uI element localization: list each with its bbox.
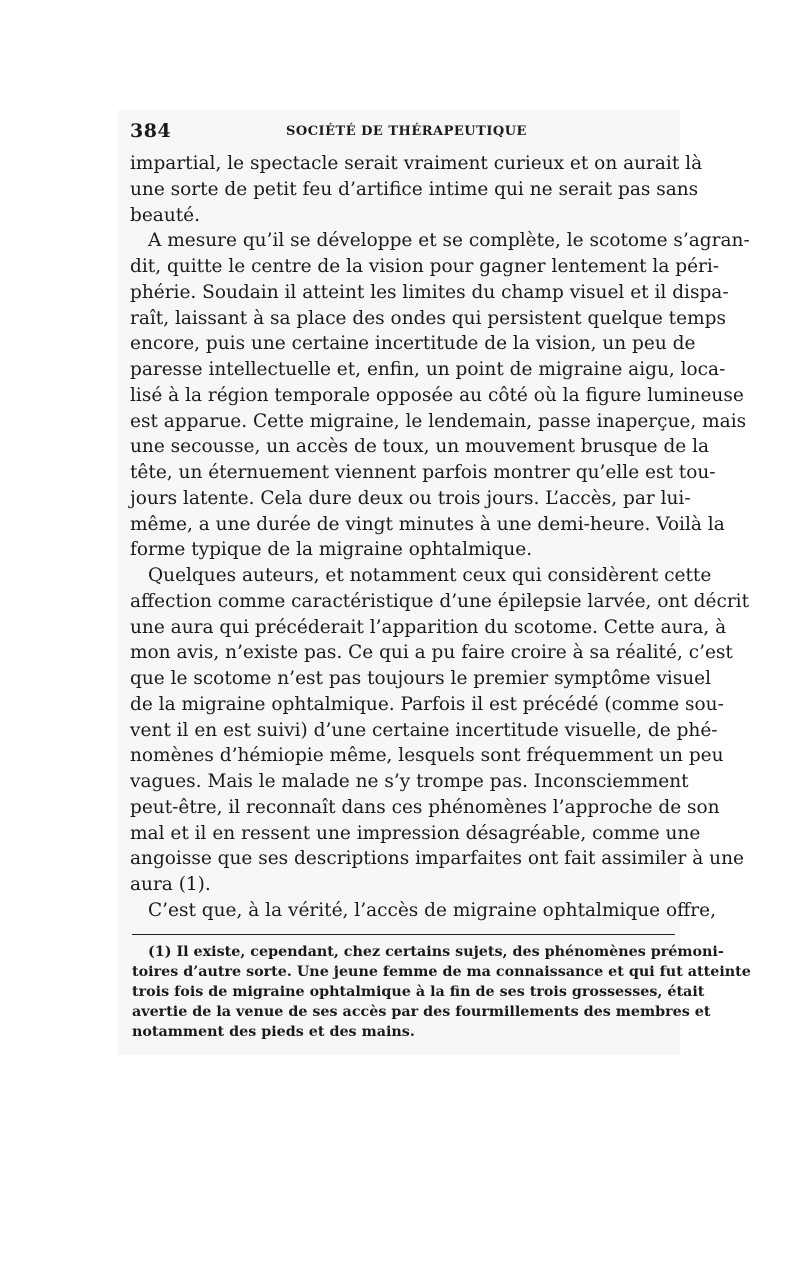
footnote-line: trois fois de migraine ophtalmique à la fin de ses trois grossesses, était: [132, 984, 705, 1001]
footnote-line: toires d’autre sorte. Une jeune femme de ma connaissance et qui fut atteinte: [132, 964, 751, 981]
text-line: affection comme caractéristique d’une épilepsie larvée, ont décrit: [130, 590, 750, 612]
text-line: est apparue. Cette migraine, le lendemain, passe inaperçue, mais: [130, 410, 747, 432]
text-line: peut-être, il reconnaît dans ces phénomènes l’approche de son: [130, 796, 720, 818]
text-line: tête, un éternuement viennent parfois montrer qu’elle est tou-: [130, 462, 716, 483]
text-line: dit, quitte le centre de la vision pour gagner lentement la péri-: [130, 256, 720, 277]
footnote-line: notamment des pieds et des mains.: [132, 1024, 415, 1041]
text-line: nomènes d’hémiopie même, lesquels sont fréquemment un peu: [130, 745, 724, 767]
text-line: raît, laissant à sa place des ondes qui persistent quelque temps: [130, 307, 726, 329]
text-line: forme typique de la migraine ophtalmique.: [130, 539, 533, 561]
text-line: même, a une durée de vingt minutes à une demi-heure. Voilà la: [130, 513, 725, 535]
text-line: mon avis, n’existe pas. Ce qui a pu faire croire à sa réalité, c’est: [130, 642, 733, 664]
text-line: de la migraine ophtalmique. Parfois il est précédé (comme sou-: [130, 693, 724, 715]
text-line: jours latente. Cela dure deux ou trois jours. L’accès, par lui-: [130, 487, 691, 509]
text-line: vent il en est suivi) d’une certaine incertitude visuelle, de phé-: [130, 719, 718, 741]
text-line: vagues. Mais le malade ne s’y trompe pas. Inconsciemment: [130, 771, 689, 792]
text-line: encore, puis une certaine incertitude de la vision, un peu de: [130, 333, 696, 355]
running-title: SOCIÉTÉ DE THÉRAPEUTIQUE: [286, 124, 527, 139]
text-line: aura (1).: [130, 874, 211, 895]
footnote-line: (1) Il existe, cependant, chez certains sujets, des phénomènes prémoni-: [148, 944, 724, 960]
footnote-rule: [132, 934, 675, 935]
text-line: impartial, le spectacle serait vraiment curieux et on aurait là: [130, 153, 703, 174]
text-line: paresse intellectuelle et, enfin, un point de migraine aigu, loca-: [130, 359, 726, 380]
text-line: une aura qui précéderait l’apparition du scotome. Cette aura, à: [130, 616, 727, 638]
text-line: A mesure qu’il se développe et se complète, le scotome s’agran-: [148, 230, 750, 252]
page-number: 384: [130, 120, 172, 142]
text-line: lisé à la région temporale opposée au côté où la figure lumineuse: [130, 384, 744, 406]
text-line: angoisse que ses descriptions imparfaites ont fait assimiler à une: [130, 848, 744, 870]
text-line: une sorte de petit feu d’artifice intime qui ne serait pas sans: [130, 178, 699, 200]
text-line: beauté.: [130, 204, 200, 226]
footnote: [132, 942, 751, 1042]
text-line: que le scotome n’est pas toujours le premier symptôme visuel: [130, 668, 711, 689]
body-text: [130, 151, 750, 924]
text-line: phérie. Soudain il atteint les limites du champ visuel et il dispa-: [130, 281, 729, 303]
text-line: Quelques auteurs, et notamment ceux qui considèrent cette: [148, 565, 712, 586]
text-line: une secousse, un accès de toux, un mouvement brusque de la: [130, 436, 710, 458]
footnote-line: avertie de la venue de ses accès par des fourmillements des membres et: [132, 1004, 711, 1021]
text-line: C’est que, à la vérité, l’accès de migraine ophtalmique offre,: [148, 899, 716, 921]
text-line: mal et il en ressent une impression désagréable, comme une: [130, 822, 701, 844]
page-header: [130, 120, 675, 146]
